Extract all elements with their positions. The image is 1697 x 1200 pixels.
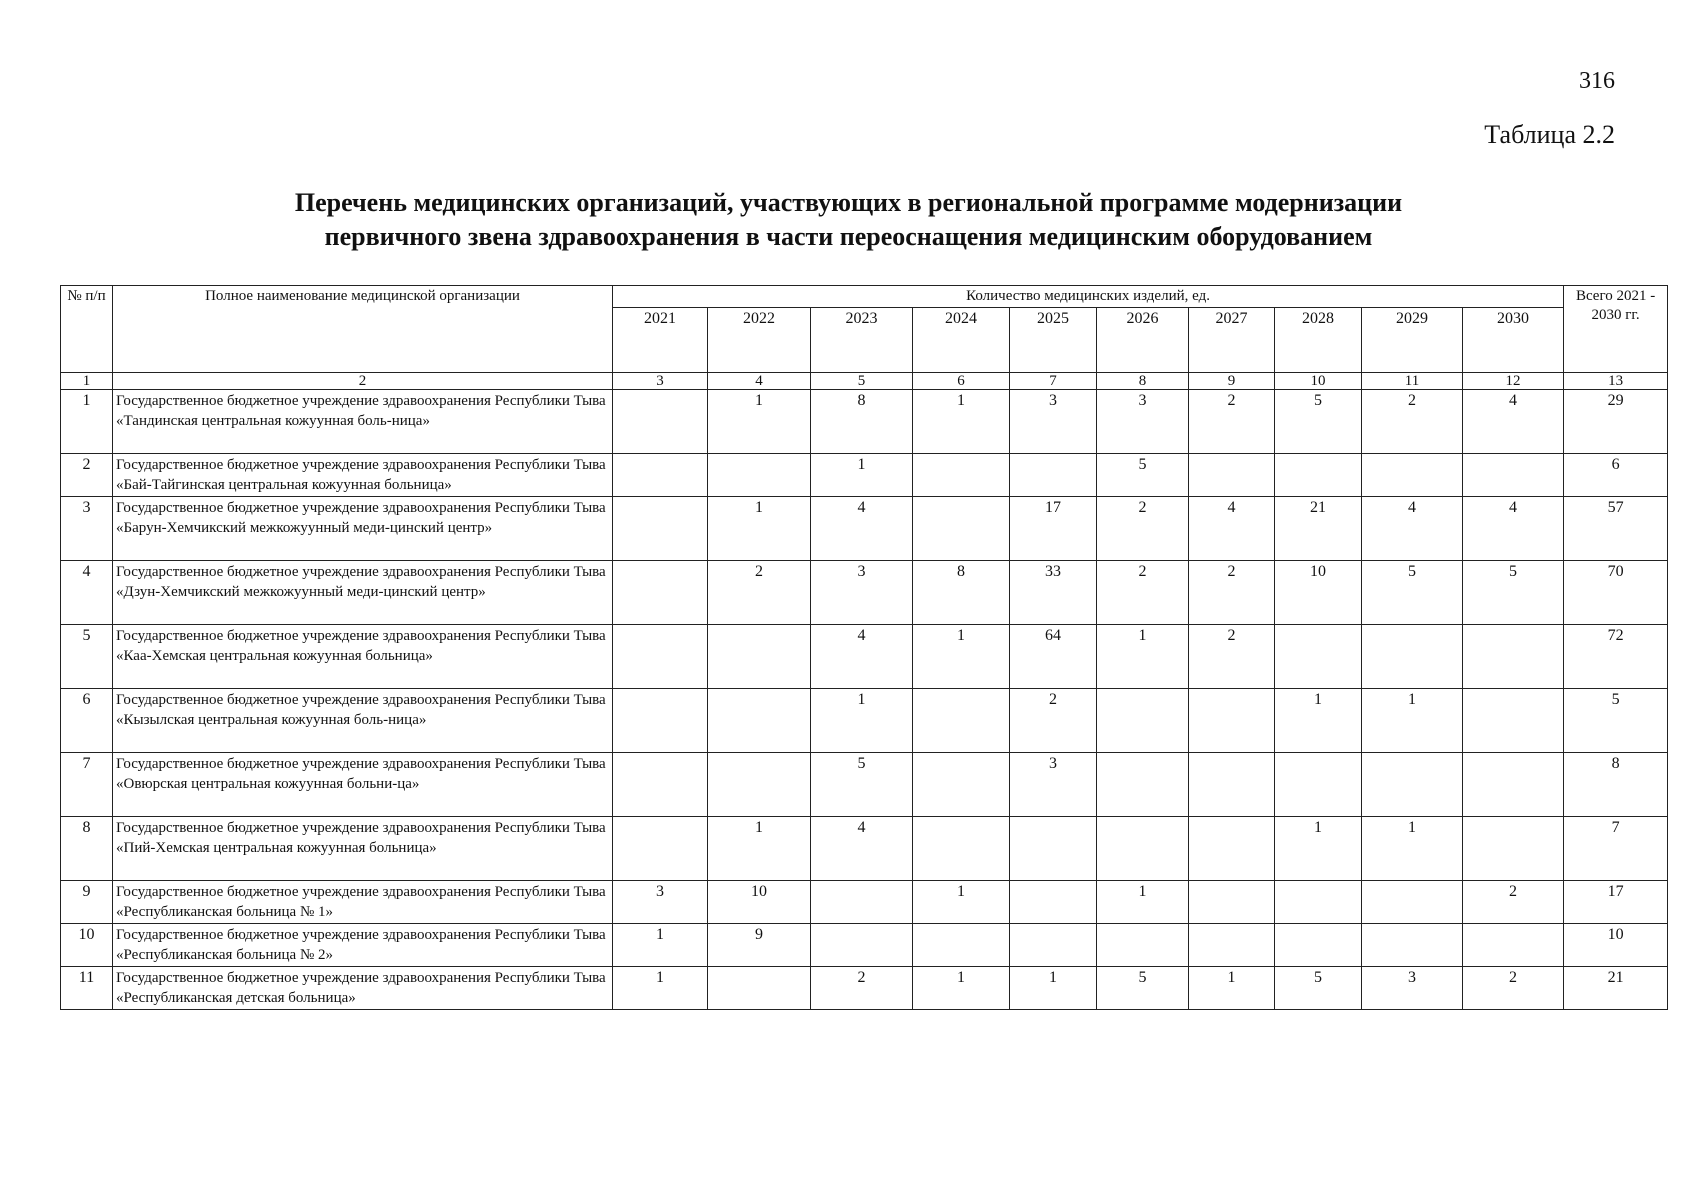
quantity-cell: [1097, 689, 1189, 753]
quantity-cell: [708, 454, 811, 497]
quantity-cell: [1463, 817, 1564, 881]
row-number: 2: [61, 454, 113, 497]
column-number: 13: [1564, 373, 1668, 390]
quantity-cell: 2: [1189, 561, 1275, 625]
quantity-cell: [708, 689, 811, 753]
column-number: 1: [61, 373, 113, 390]
quantity-cell: [1189, 881, 1275, 924]
quantity-cell: 5: [1097, 967, 1189, 1010]
column-number: 4: [708, 373, 811, 390]
quantity-cell: [1463, 753, 1564, 817]
quantity-cell: [1275, 625, 1362, 689]
quantity-cell: 33: [1010, 561, 1097, 625]
quantity-cell: [1097, 924, 1189, 967]
quantity-cell: [913, 817, 1010, 881]
quantity-cell: [1463, 625, 1564, 689]
quantity-cell: [913, 497, 1010, 561]
quantity-cell: [1362, 454, 1463, 497]
quantity-cell: [1010, 881, 1097, 924]
quantity-cell: 2: [1189, 625, 1275, 689]
organization-name: Государственное бюджетное учреждение здравоохранения Республики Тыва «Каа-Хемская центральная кожуунная больница»: [113, 625, 613, 689]
quantity-cell: 4: [811, 497, 913, 561]
quantity-cell: [613, 561, 708, 625]
organization-name: Государственное бюджетное учреждение здравоохранения Республики Тыва «Республиканская детская больница»: [113, 967, 613, 1010]
quantity-cell: 5: [1362, 561, 1463, 625]
table-row: [61, 625, 1668, 689]
quantity-cell: 2: [1010, 689, 1097, 753]
row-number: 10: [61, 924, 113, 967]
quantity-cell: 1: [1362, 817, 1463, 881]
quantity-cell: 21: [1275, 497, 1362, 561]
quantity-cell: [1275, 454, 1362, 497]
quantity-cell: 10: [1275, 561, 1362, 625]
quantity-cell: [708, 625, 811, 689]
organization-name: Государственное бюджетное учреждение здравоохранения Республики Тыва «Дзун-Хемчикский межкожуунный меди-цинский центр»: [113, 561, 613, 625]
quantity-cell: [1010, 924, 1097, 967]
quantity-cell: [1189, 817, 1275, 881]
total-cell: 10: [1564, 924, 1668, 967]
quantity-cell: [613, 689, 708, 753]
quantity-cell: 4: [1463, 497, 1564, 561]
row-number: 6: [61, 689, 113, 753]
quantity-cell: 3: [811, 561, 913, 625]
quantity-cell: 3: [1010, 753, 1097, 817]
document-title: [60, 186, 1637, 254]
row-number: 1: [61, 390, 113, 454]
organization-name: Государственное бюджетное учреждение здравоохранения Республики Тыва «Барун-Хемчикский межкожуунный меди-цинский центр»: [113, 497, 613, 561]
quantity-cell: 4: [1463, 390, 1564, 454]
quantity-cell: [1097, 753, 1189, 817]
row-number: 4: [61, 561, 113, 625]
quantity-cell: 1: [1097, 881, 1189, 924]
quantity-cell: 1: [1362, 689, 1463, 753]
quantity-cell: 2: [1097, 561, 1189, 625]
quantity-cell: [913, 924, 1010, 967]
total-cell: 5: [1564, 689, 1668, 753]
quantity-cell: [1362, 753, 1463, 817]
column-number: 3: [613, 373, 708, 390]
quantity-cell: 64: [1010, 625, 1097, 689]
quantity-cell: 5: [1275, 967, 1362, 1010]
quantity-cell: 1: [1189, 967, 1275, 1010]
organizations-table: [60, 285, 1668, 1010]
header-organization-name: Полное наименование медицинской организации: [113, 286, 613, 373]
quantity-cell: 2: [708, 561, 811, 625]
quantity-cell: 1: [708, 497, 811, 561]
quantity-cell: 1: [613, 967, 708, 1010]
organization-name: Государственное бюджетное учреждение здравоохранения Республики Тыва «Бай-Тайгинская центральная кожуунная больница»: [113, 454, 613, 497]
header-year: 2030: [1463, 308, 1564, 373]
quantity-cell: [1189, 454, 1275, 497]
header-year: 2028: [1275, 308, 1362, 373]
row-number: 5: [61, 625, 113, 689]
quantity-cell: [1275, 753, 1362, 817]
quantity-cell: [613, 390, 708, 454]
header-year: 2027: [1189, 308, 1275, 373]
quantity-cell: [1097, 817, 1189, 881]
table-label: Таблица 2.2: [1484, 120, 1615, 149]
quantity-cell: 2: [1362, 390, 1463, 454]
quantity-cell: [1362, 881, 1463, 924]
quantity-cell: [1010, 454, 1097, 497]
total-cell: 8: [1564, 753, 1668, 817]
table-row: [61, 881, 1668, 924]
total-cell: 6: [1564, 454, 1668, 497]
quantity-cell: [708, 967, 811, 1010]
row-number: 8: [61, 817, 113, 881]
row-number: 3: [61, 497, 113, 561]
quantity-cell: [1362, 625, 1463, 689]
row-number: 9: [61, 881, 113, 924]
page-number: 316: [1579, 68, 1615, 94]
quantity-cell: 4: [811, 817, 913, 881]
quantity-cell: 4: [1362, 497, 1463, 561]
table-row: [61, 454, 1668, 497]
header-year: 2025: [1010, 308, 1097, 373]
organization-name: Государственное бюджетное учреждение здравоохранения Республики Тыва «Кызылская центральная кожуунная боль-ница»: [113, 689, 613, 753]
table-row: [61, 390, 1668, 454]
quantity-cell: [913, 689, 1010, 753]
table-row: [61, 561, 1668, 625]
quantity-cell: [613, 454, 708, 497]
quantity-cell: 1: [811, 689, 913, 753]
quantity-cell: [1463, 924, 1564, 967]
quantity-cell: 1: [708, 817, 811, 881]
quantity-cell: 2: [1463, 967, 1564, 1010]
quantity-cell: 3: [1097, 390, 1189, 454]
quantity-cell: 1: [913, 881, 1010, 924]
quantity-cell: [913, 753, 1010, 817]
quantity-cell: 2: [811, 967, 913, 1010]
quantity-cell: [1010, 817, 1097, 881]
quantity-cell: 1: [708, 390, 811, 454]
total-cell: 70: [1564, 561, 1668, 625]
column-number: 6: [913, 373, 1010, 390]
quantity-cell: [1463, 454, 1564, 497]
quantity-cell: [1463, 689, 1564, 753]
row-number: 7: [61, 753, 113, 817]
quantity-cell: [1275, 881, 1362, 924]
table-row: [61, 817, 1668, 881]
table-body: [61, 390, 1668, 1010]
row-number: 11: [61, 967, 113, 1010]
header-total: Всего 2021 - 2030 гг.: [1564, 286, 1668, 373]
quantity-cell: 3: [613, 881, 708, 924]
quantity-cell: 1: [1097, 625, 1189, 689]
quantity-cell: 4: [811, 625, 913, 689]
organization-name: Государственное бюджетное учреждение здравоохранения Республики Тыва «Республиканская больница № 1»: [113, 881, 613, 924]
header-year: 2024: [913, 308, 1010, 373]
organization-name: Государственное бюджетное учреждение здравоохранения Республики Тыва «Пий-Хемская центральная кожуунная больница»: [113, 817, 613, 881]
header-number: № п/п: [61, 286, 113, 373]
total-cell: 7: [1564, 817, 1668, 881]
quantity-cell: 9: [708, 924, 811, 967]
quantity-cell: 1: [1275, 817, 1362, 881]
column-number: 7: [1010, 373, 1097, 390]
quantity-cell: [613, 817, 708, 881]
quantity-cell: [1275, 924, 1362, 967]
quantity-cell: 3: [1362, 967, 1463, 1010]
quantity-cell: [913, 454, 1010, 497]
quantity-cell: 2: [1189, 390, 1275, 454]
quantity-cell: 17: [1010, 497, 1097, 561]
quantity-cell: 4: [1189, 497, 1275, 561]
quantity-cell: 5: [1463, 561, 1564, 625]
quantity-cell: 1: [811, 454, 913, 497]
quantity-cell: 10: [708, 881, 811, 924]
column-number: 9: [1189, 373, 1275, 390]
quantity-cell: 2: [1097, 497, 1189, 561]
quantity-cell: [613, 753, 708, 817]
column-number: 5: [811, 373, 913, 390]
quantity-cell: 1: [913, 967, 1010, 1010]
quantity-cell: 1: [613, 924, 708, 967]
quantity-cell: [1362, 924, 1463, 967]
quantity-cell: [811, 924, 913, 967]
table-row: [61, 689, 1668, 753]
header-quantity: Количество медицинских изделий, ед.: [613, 286, 1564, 308]
quantity-cell: 5: [1275, 390, 1362, 454]
total-cell: 29: [1564, 390, 1668, 454]
header-year: 2022: [708, 308, 811, 373]
header-year: 2029: [1362, 308, 1463, 373]
quantity-cell: 8: [811, 390, 913, 454]
quantity-cell: [1189, 689, 1275, 753]
quantity-cell: 1: [1275, 689, 1362, 753]
organization-name: Государственное бюджетное учреждение здравоохранения Республики Тыва «Республиканская больница № 2»: [113, 924, 613, 967]
organization-name: Государственное бюджетное учреждение здравоохранения Республики Тыва «Овюрская центральная кожуунная больни-ца»: [113, 753, 613, 817]
table-row: [61, 967, 1668, 1010]
quantity-cell: 5: [1097, 454, 1189, 497]
column-number: 10: [1275, 373, 1362, 390]
title-line: Перечень медицинских организаций, участвующих в региональной программе модернизации: [294, 188, 1403, 217]
organization-name: Государственное бюджетное учреждение здравоохранения Республики Тыва «Тандинская центральная кожуунная боль-ница»: [113, 390, 613, 454]
quantity-cell: 8: [913, 561, 1010, 625]
total-cell: 57: [1564, 497, 1668, 561]
quantity-cell: [613, 625, 708, 689]
total-cell: 21: [1564, 967, 1668, 1010]
total-cell: 17: [1564, 881, 1668, 924]
table-row: [61, 497, 1668, 561]
quantity-cell: [1189, 924, 1275, 967]
quantity-cell: 1: [1010, 967, 1097, 1010]
total-cell: 72: [1564, 625, 1668, 689]
quantity-cell: [1189, 753, 1275, 817]
quantity-cell: [708, 753, 811, 817]
column-number: 2: [113, 373, 613, 390]
quantity-cell: [811, 881, 913, 924]
header-year: 2023: [811, 308, 913, 373]
header-year: 2021: [613, 308, 708, 373]
table-row: [61, 753, 1668, 817]
quantity-cell: [613, 497, 708, 561]
table-header: [61, 286, 1668, 390]
quantity-cell: 2: [1463, 881, 1564, 924]
table-row: [61, 924, 1668, 967]
quantity-cell: 3: [1010, 390, 1097, 454]
header-year: 2026: [1097, 308, 1189, 373]
quantity-cell: 1: [913, 625, 1010, 689]
column-number: 11: [1362, 373, 1463, 390]
quantity-cell: 5: [811, 753, 913, 817]
column-number: 12: [1463, 373, 1564, 390]
column-number-row: [61, 373, 1668, 390]
title-line: первичного звена здравоохранения в части переоснащения медицинским оборудованием: [324, 222, 1373, 251]
column-number: 8: [1097, 373, 1189, 390]
quantity-cell: 1: [913, 390, 1010, 454]
